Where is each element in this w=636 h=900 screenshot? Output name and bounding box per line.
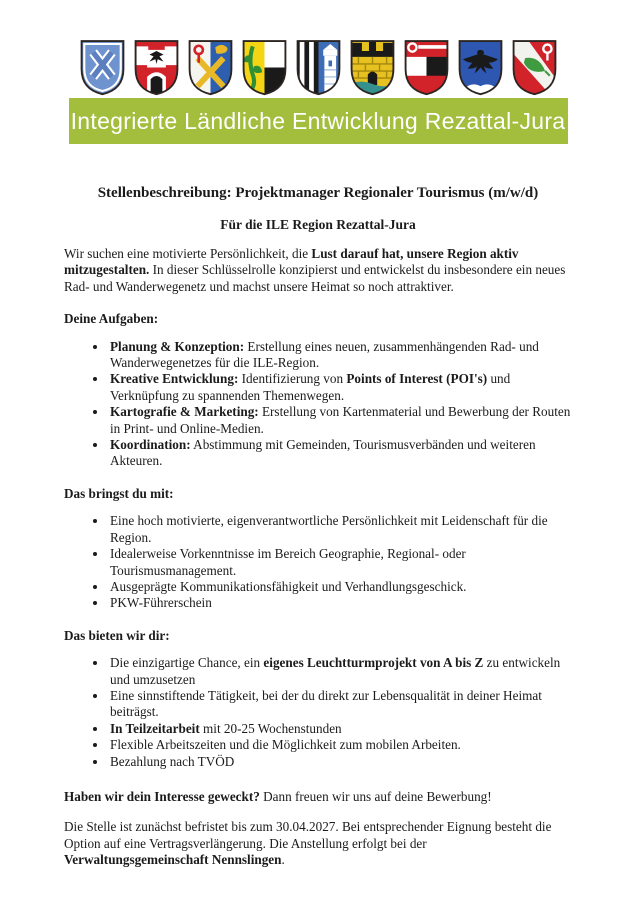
ile-banner: [69, 98, 568, 144]
coat-of-arms-crosier-cross-split-icon: [187, 39, 234, 96]
document-title: Stellenbeschreibung: Projektmanager Regionaler Tourismus (m/w/d): [97, 185, 539, 201]
coat-of-arms-row: [0, 0, 636, 96]
bullet-list-offer: [64, 655, 572, 770]
coat-of-arms-red-bend-beech-leaf-icon: [511, 39, 558, 96]
bullet-item: • Ausgeprägte Kommunikationsfähigkeit und Verhandlungsgeschick.: [108, 579, 572, 595]
bullet-item: • Idealerweise Vorkenntnisse im Bereich Geographie, Regional- oder Tourismusmanagement.: [108, 546, 572, 579]
bullet-item: • Flexible Arbeitszeiten und die Möglichkeit zum mobilen Arbeiten.: [108, 737, 572, 753]
banner-title: Integrierte Ländliche Entwicklung Rezattal-Jura: [70, 107, 566, 134]
coat-of-arms-gold-wall-battlements-icon: [349, 39, 396, 96]
bullet-item: • Kartografie & Marketing: Erstellung von Kartenmaterial und Bewerbung der Routen in Print- und Online-Medien.: [108, 404, 572, 437]
coat-of-arms-quartered-red-white-black-icon: [403, 39, 450, 96]
document-subtitle: Für die ILE Region Rezattal-Jura: [220, 217, 416, 232]
bullet-item: • Koordination: Abstimmung mit Gemeinden, Tourismusverbänden und weiteren Akteuren.: [108, 437, 572, 470]
document-body: [64, 184, 572, 869]
bullet-item: • In Teilzeitarbeit mit 20-25 Wochenstunden: [108, 721, 572, 737]
coat-of-arms-blue-eagle-mound-icon: [457, 39, 504, 96]
bullet-item: • Kreative Entwicklung: Identifizierung von Points of Interest (POI's) und Verknüpfung zu spannenden Themenwegen.: [108, 371, 572, 404]
section-heading-offer: Das bieten wir dir:: [64, 627, 170, 643]
coat-of-arms-gold-plant-black-white-icon: [241, 39, 288, 96]
section-heading-tasks: Deine Aufgaben:: [64, 311, 159, 327]
bullet-item: • Planung & Konzeption: Erstellung eines neuen, zusammenhängenden Rad- und Wanderwegenetzes für die ILE-Region.: [108, 339, 572, 372]
closing-paragraph: Haben wir dein Interesse geweckt? Dann freuen wir uns auf deine Bewerbung!: [64, 788, 492, 804]
section-tasks: [64, 311, 572, 470]
section-offer: [64, 628, 572, 770]
bullet-item: • Eine sinnstiftende Tätigkeit, bei der du direkt zur Lebensqualität in deiner Heimat beiträgst.: [108, 688, 572, 721]
bullet-item: • Eine hoch motivierte, eigenverantwortliche Persönlichkeit mit Leidenschaft für die Region.: [108, 513, 572, 546]
bullet-item: • Bezahlung nach TVÖD: [108, 754, 572, 770]
bullet-list-tasks: [64, 339, 572, 470]
footer-paragraph: Die Stelle ist zunächst befristet bis zum 30.04.2027. Bei entsprechender Eignung besteht die Option auf eine Vertragsverlängerung. Die Anstellung erfolgt bei der Verwaltungsgemeinschaft Nennslingen.: [64, 819, 552, 868]
bullet-list-profile: [64, 513, 572, 611]
section-heading-profile: Das bringst du mit:: [64, 485, 174, 501]
coat-of-arms-pales-and-tower-icon: [295, 39, 342, 96]
intro-paragraph: Wir suchen eine motivierte Persönlichkeit, die Lust darauf hat, unsere Region aktiv mitzugestalten. In dieser Schlüsselrolle konzipierst und entwickelst du insbesondere ein neues Rad- und Wanderwegenetz und machst unsere Heimat so noch attraktiver.: [64, 246, 566, 294]
bullet-item: • PKW-Führerschein: [108, 595, 572, 611]
bullet-item: • Die einzigartige Chance, ein eigenes Leuchtturmprojekt von A bis Z zu entwickeln und umzusetzen: [108, 655, 572, 688]
header: [0, 0, 636, 144]
coat-of-arms-blue-saltire-icon: [79, 39, 126, 96]
section-profile: [64, 486, 572, 612]
coat-of-arms-red-castle-eagle-icon: [133, 39, 180, 96]
